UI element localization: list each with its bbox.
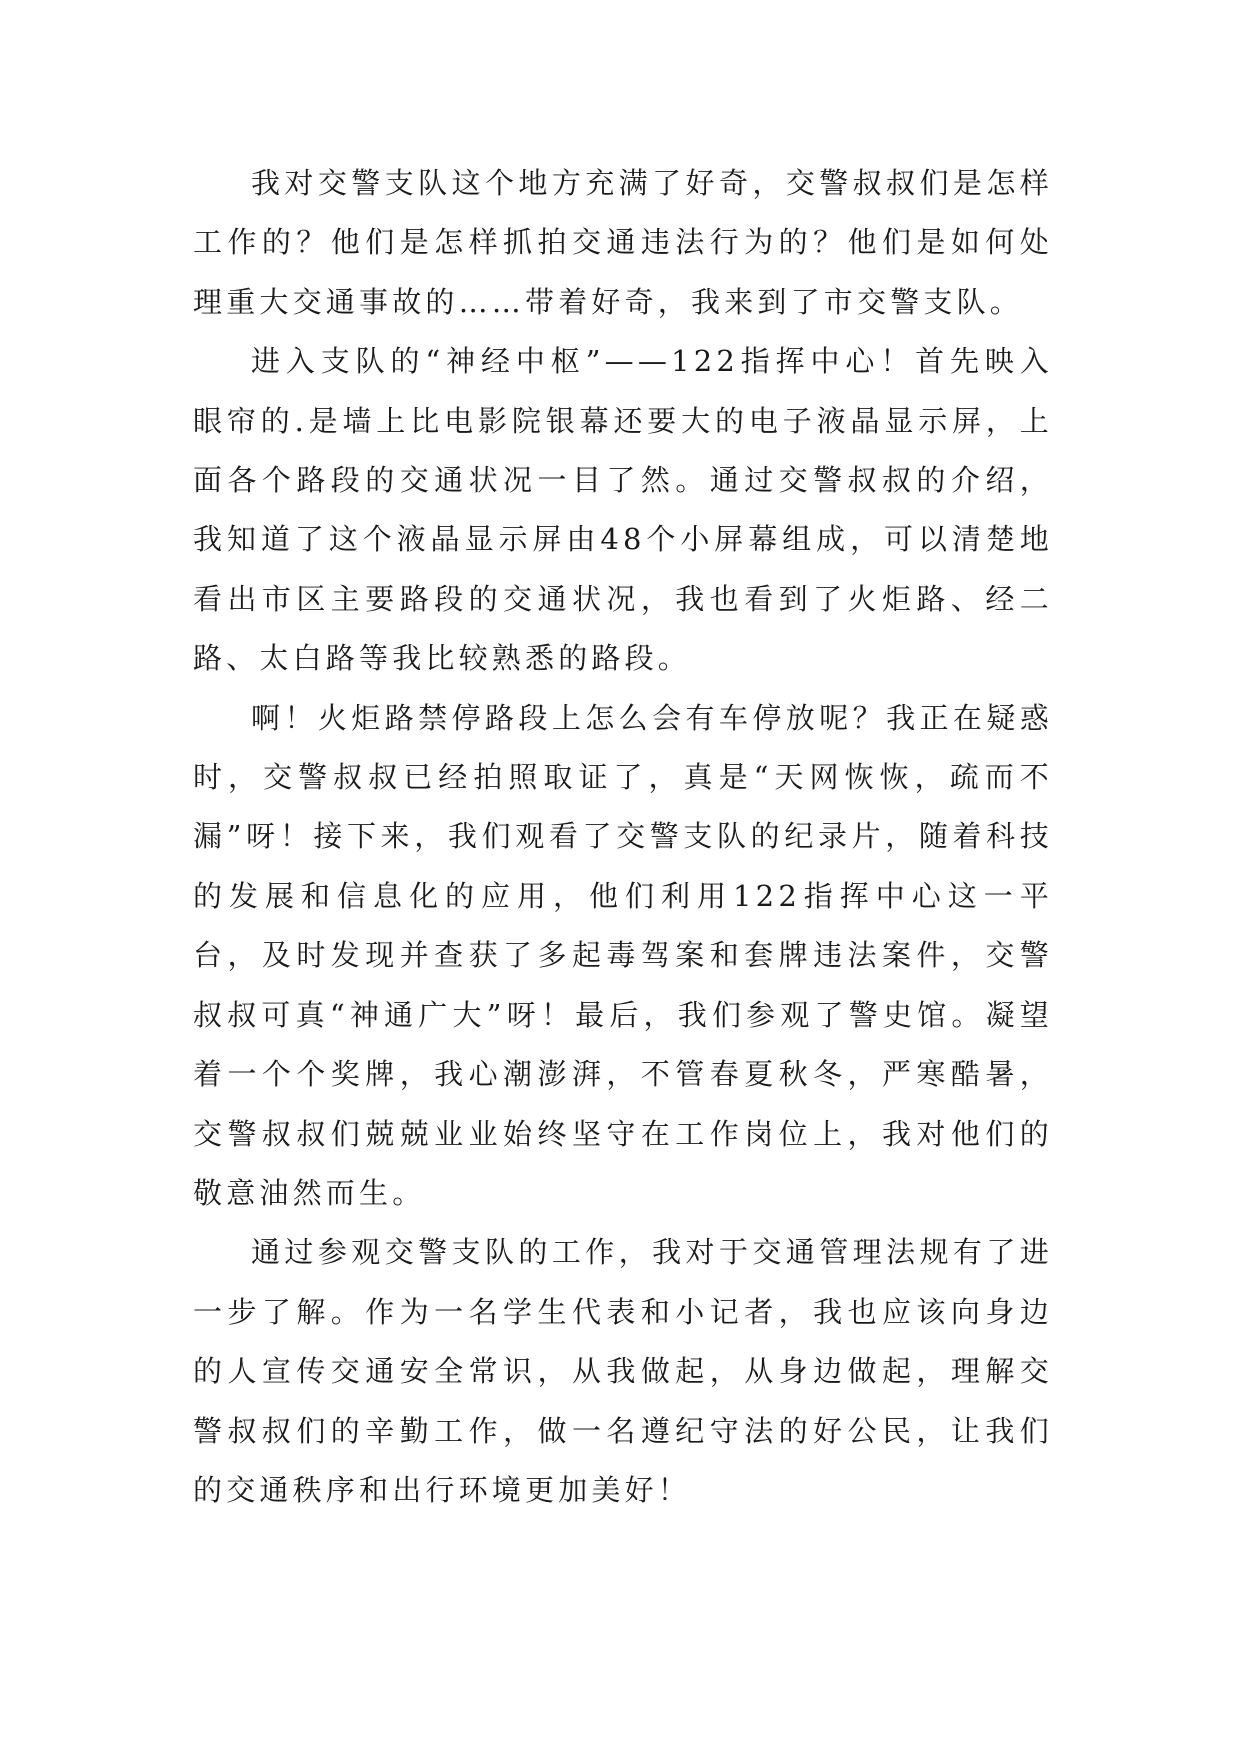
paragraph-1: 我对交警支队这个地方充满了好奇，交警叔叔们是怎样工作的？他们是怎样抓拍交通违法行为的？他们是如何处理重大交通事故的……带着好奇，我来到了市交警支队。 — [193, 166, 1053, 319]
paragraph-2: 进入支队的“神经中枢”——122指挥中心！首先映入眼帘的.是墙上比电影院银幕还要大的电子液晶显示屏，上面各个路段的交通状况一目了然。通过交警叔叔的介绍，我知道了这个液晶显示屏由48个小屏幕组成，可以清楚地看出市区主要路段的交通状况，我也看到了火炬路、经二路、太白路等我比较熟悉的路段。 — [193, 344, 1053, 676]
document-body — [193, 154, 1053, 1520]
paragraph-3: 啊！火炬路禁停路段上怎么会有车停放呢？我正在疑惑时，交警叔叔已经拍照取证了，真是“天网恢恢，疏而不漏”呀！接下来，我们观看了交警支队的纪录片，随着科技的发展和信息化的应用，他们利用122指挥中心这一平台，及时发现并查获了多起毒驾案和套牌违法案件，交警叔叔可真“神通广大”呀！最后，我们参观了警史馆。凝望着一个个奖牌，我心潮澎湃，不管春夏秋冬，严寒酷暑，交警叔叔们兢兢业业始终坚守在工作岗位上，我对他们的敬意油然而生。 — [193, 700, 1053, 1210]
paragraph-4: 通过参观交警支队的工作，我对于交通管理法规有了进一步了解。作为一名学生代表和小记者，我也应该向身边的人宣传交通安全常识，从我做起，从身边做起，理解交警叔叔们的辛勤工作，做一名遵纪守法的好公民，让我们的交通秩序和出行环境更加美好！ — [193, 1235, 1053, 1507]
